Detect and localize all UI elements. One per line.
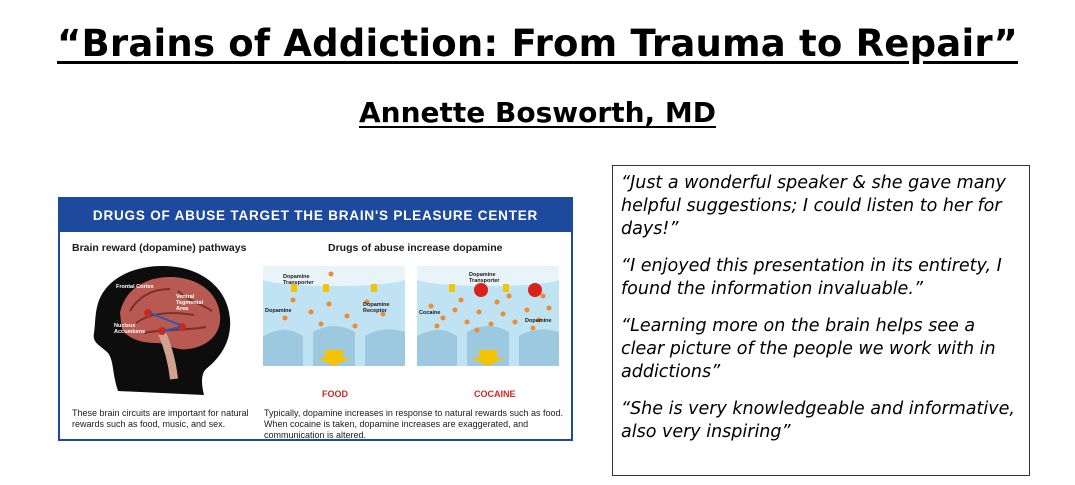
testimonial-quote: “Just a wonderful speaker & she gave many helpful suggestions; I could listen to her for days!”: [621, 173, 1006, 239]
label-vta: Ventral Tegmental Area: [176, 294, 204, 312]
synapse-panel-food: [263, 266, 405, 366]
right-caption-1: Typically, dopamine increases in response to natural rewards such as food.: [264, 408, 563, 418]
slide-subtitle: Annette Bosworth, MD: [359, 96, 716, 129]
food-label: FOOD: [322, 389, 348, 399]
brain-silhouette-image: [78, 261, 238, 401]
testimonial-quote: “I enjoyed this presentation in its entirety, I found the information invaluable.”: [621, 256, 1002, 299]
testimonials-box: [612, 165, 1030, 476]
right-heading: Drugs of abuse increase dopamine: [328, 242, 503, 254]
left-heading: Brain reward (dopamine) pathways: [72, 242, 247, 254]
label-nucleus-accumbens: Nucleus Accumbens: [114, 323, 146, 335]
label-dopamine-transporter: Dopamine Transporter: [283, 274, 314, 286]
slide-title: “Brains of Addiction: From Trauma to Repair”: [57, 22, 1018, 65]
cocaine-label: COCAINE: [474, 389, 516, 399]
synapse-panel-cocaine: [417, 266, 559, 366]
figure-banner: DRUGS OF ABUSE TARGET THE BRAIN'S PLEASURE CENTER: [60, 199, 571, 232]
label-dopamine-receptor: Dopamine Receptor: [363, 302, 390, 314]
left-caption: These brain circuits are important for natural rewards such as food, music, and sex.: [72, 408, 249, 429]
label-dopamine-2: Dopamine: [525, 318, 552, 324]
testimonial-quote: “She is very knowledgeable and informative, also very inspiring”: [621, 399, 1015, 442]
label-cocaine: Cocaine: [419, 310, 441, 316]
addiction-figure: [58, 197, 573, 441]
right-caption-2: When cocaine is taken, dopamine increases are exaggerated, and communication is altered.: [264, 419, 529, 440]
label-frontal-cortex: Frontal Cortex: [116, 284, 154, 290]
label-dopamine: Dopamine: [265, 308, 292, 314]
label-dopamine-transporter-2: Dopamine Transporter: [469, 272, 500, 284]
testimonial-quote: “Learning more on the brain helps see a clear picture of the people we work with in addictions”: [621, 316, 996, 382]
